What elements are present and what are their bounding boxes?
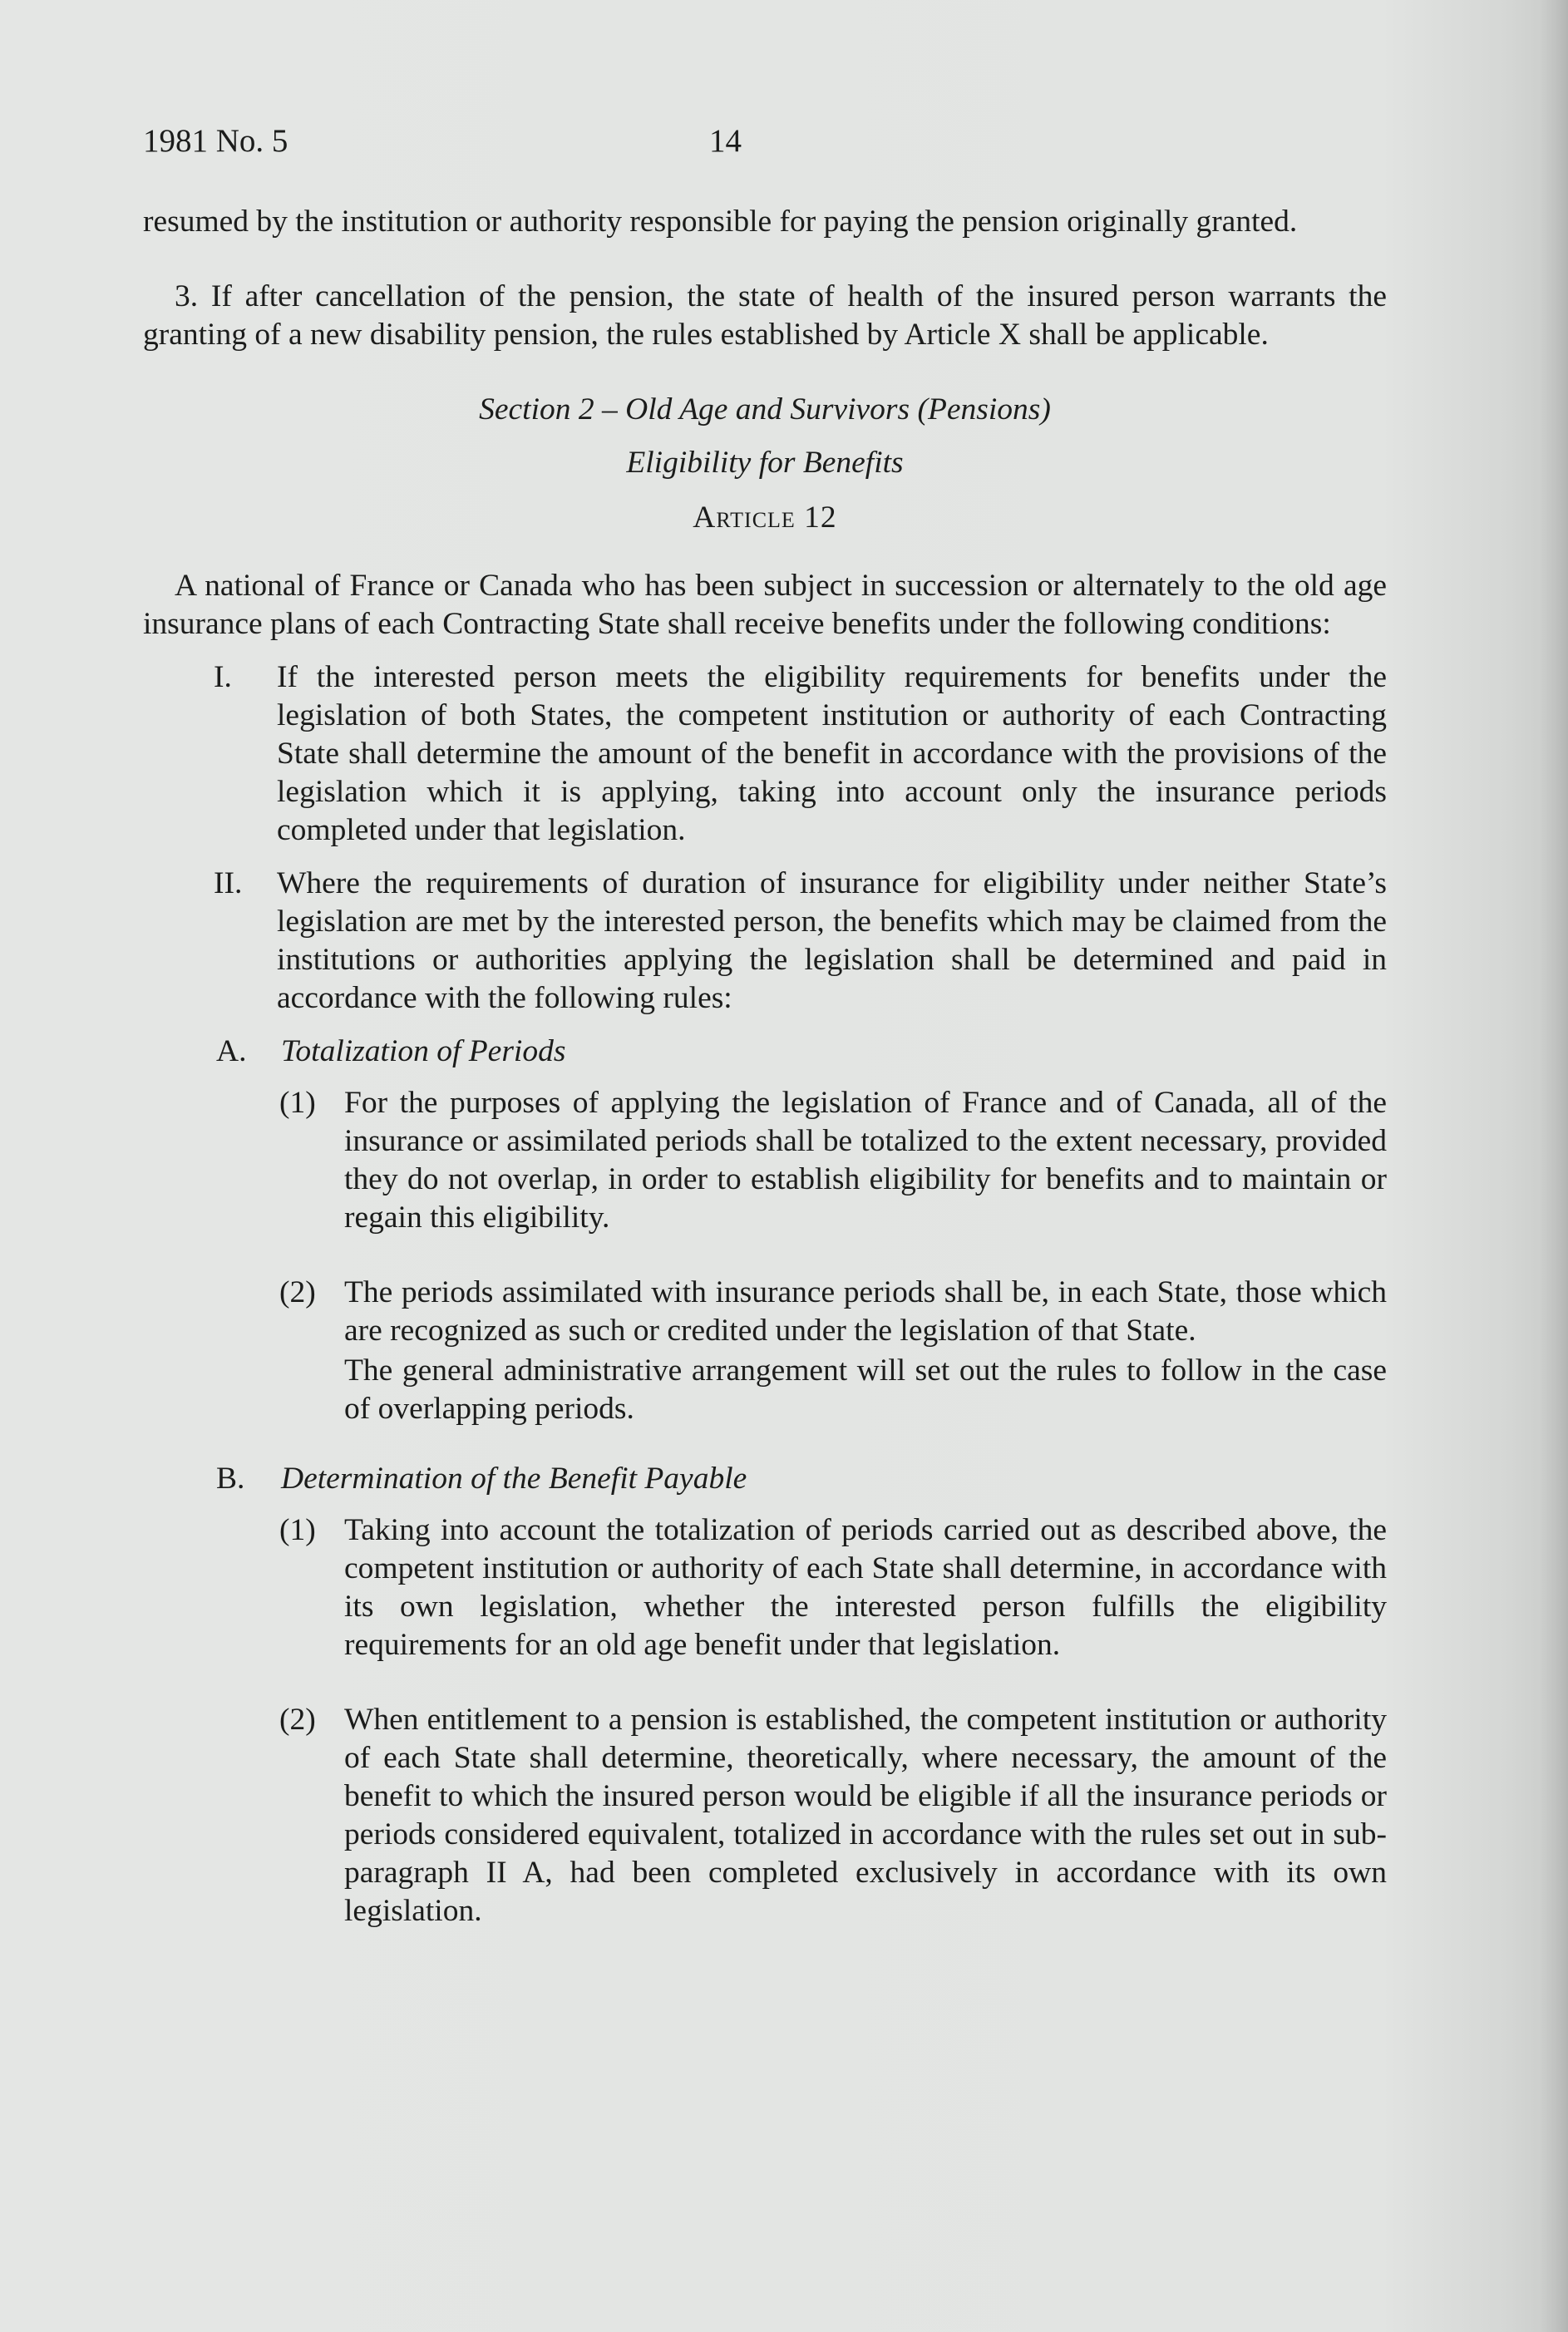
paragraph-3: 3. If after cancellation of the pension, the state of health of the insured person warrants the granting of a new disability pension, the rules established by Article X shall be applicable. xyxy=(143,279,1387,352)
page-header xyxy=(143,121,1390,168)
subsection-title: Determination of the Benefit Payable xyxy=(281,1462,747,1496)
subsection-heading: Eligibility for Benefits xyxy=(626,446,904,480)
administrative-note: The general administrative arrangement will set out the rules to follow in the case of overlapping periods. xyxy=(344,1353,1387,1426)
subsection-b-heading xyxy=(216,1460,1387,1498)
list-item-a-2 xyxy=(279,1274,1387,1350)
list-number: (1) xyxy=(279,1513,316,1547)
list-item-text: When entitlement to a pension is established, the competent institution or authority of each State shall determine, theoretically, where necessary, the amount of the benefit to which the insured person would be eligible if all the insurance periods or periods considered equivalent, totalized in accordance with the rules set out in sub-paragraph II A, had been completed exclusively in accordance with its own legislation. xyxy=(344,1703,1387,1928)
page-body xyxy=(143,203,1387,1967)
list-item-b-1 xyxy=(279,1511,1387,1664)
list-item-roman-1 xyxy=(214,658,1387,850)
subsection-letter: B. xyxy=(216,1462,245,1496)
list-item-text: Taking into account the totalization of periods carried out as described above, the competent institution or authority of each State shall determine, in accordance with its own legislation, whether the interested person fulfills the eligibility requirements for an old age benefit under that legislation. xyxy=(344,1513,1387,1662)
list-item-text: For the purposes of applying the legislation of France and of Canada, all of the insurance or assimilated periods shall be totalized to the extent necessary, provided they do not overlap, in order to establish eligibility for benefits and to maintain or regain this eligibility. xyxy=(344,1086,1387,1235)
list-item-roman-2 xyxy=(214,865,1387,1018)
list-number: (1) xyxy=(279,1086,316,1120)
article-heading: Article 12 xyxy=(693,500,837,535)
article-intro: A national of France or Canada who has been subject in succession or alternately to the old age insurance plans of each Contracting State shall receive benefits under the following conditions: xyxy=(143,569,1387,641)
list-number: (2) xyxy=(279,1703,316,1737)
document-identifier: 1981 No. 5 xyxy=(143,123,288,159)
subsection-title: Totalization of Periods xyxy=(281,1034,566,1068)
page-edge-shadow xyxy=(1540,0,1568,2332)
list-number: I. xyxy=(214,660,232,694)
list-item-a-1 xyxy=(279,1084,1387,1237)
list-item-text: If the interested person meets the eligibility requirements for benefits under the legislation of both States, the competent institution or authority of each Contracting State shall determine the amount of the benefit in accordance with the provisions of the legislation which it is applying, taking into account only the insurance periods completed under that legislation. xyxy=(277,660,1387,847)
continued-paragraph: resumed by the institution or authority responsible for paying the pension originally granted. xyxy=(143,205,1298,239)
list-number: (2) xyxy=(279,1275,316,1309)
list-item-text: The periods assimilated with insurance periods shall be, in each State, those which are recognized as such or credited under the legislation of that State. xyxy=(344,1275,1387,1348)
subsection-a-heading xyxy=(216,1033,1387,1071)
subsection-letter: A. xyxy=(216,1034,247,1068)
section-heading: Section 2 – Old Age and Survivors (Pensions) xyxy=(479,392,1051,426)
list-number: II. xyxy=(214,866,243,900)
list-item-text: Where the requirements of duration of insurance for eligibility under neither State’s legislation are met by the interested person, the benefits which may be claimed from the institutions or authorities applying the legislation shall be determined and paid in accordance with the following rules: xyxy=(277,866,1387,1015)
page-number: 14 xyxy=(709,123,742,159)
list-item-b-2 xyxy=(279,1701,1387,1930)
